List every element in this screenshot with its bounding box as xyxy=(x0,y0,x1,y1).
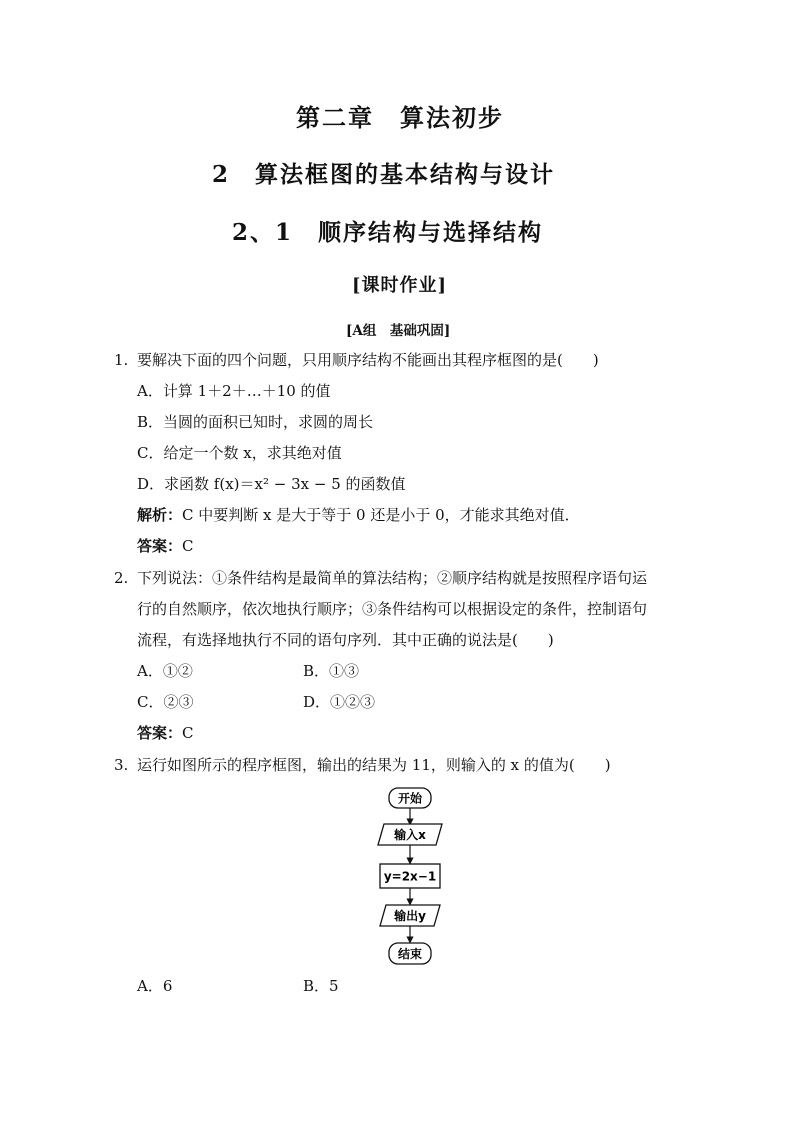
q3-stem: 运行如图所示的程序框图，输出的结果为 11，则输入的 x 的值为( ) xyxy=(137,756,611,774)
q2-stem-line-3: 流程，有选择地执行不同的语句序列．其中正确的说法是( ) xyxy=(137,631,554,649)
analysis-label: 解析： xyxy=(137,506,183,524)
q1-stem: 要解决下面的四个问题，只用顺序结构不能画出其程序框图的是( ) xyxy=(137,351,599,369)
q1-option-b: B．当圆的面积已知时，求圆的周长 xyxy=(137,413,374,431)
analysis-text: C 中要判断 x 是大于等于 0 还是小于 0，才能求其绝对值． xyxy=(182,506,580,524)
flowchart-process-text: y=2x−1 xyxy=(383,869,437,884)
q2-answer xyxy=(137,723,194,743)
q2-option-c: C．②③ xyxy=(137,693,194,711)
q2-option-a: A．①② xyxy=(137,662,193,680)
q2-stem-line-1: 下列说法：①条件结构是最简单的算法结构；②顺序结构就是按照程序语句运 xyxy=(137,569,648,587)
chapter-title: 第二章 算法初步 xyxy=(296,103,504,132)
answer-value: C xyxy=(182,537,194,555)
q1-option-a: A．计算 1＋2＋…＋10 的值 xyxy=(137,382,331,400)
section-title: 2 算法框图的基本结构与设计 xyxy=(212,161,556,188)
q2-stem-line-2: 行的自然顺序，依次地执行顺序；③条件结构可以根据设定的条件，控制语句 xyxy=(137,600,648,618)
q3-option-b: B．5 xyxy=(303,977,339,995)
q3-number: 3. xyxy=(114,756,129,774)
homework-label: [课时作业] xyxy=(352,275,448,296)
flowchart-output-text: 输出y xyxy=(394,909,426,923)
q1-number: 1. xyxy=(114,351,129,369)
answer-label: 答案： xyxy=(137,724,183,742)
q2-number: 2. xyxy=(114,569,129,587)
q2-option-b: B．①③ xyxy=(303,662,360,680)
q3-option-a: A．6 xyxy=(137,977,173,995)
q1-option-d: D．求函数 f(x)＝x² − 3x − 5 的函数值 xyxy=(137,475,406,493)
group-label: [A组 基础巩固] xyxy=(346,323,451,339)
answer-label: 答案： xyxy=(137,537,183,555)
q1-analysis xyxy=(137,505,580,525)
flowchart-start-text: 开始 xyxy=(397,791,423,806)
flowchart-end-text: 结束 xyxy=(397,947,423,961)
flowchart xyxy=(370,784,450,968)
answer-value: C xyxy=(182,724,194,742)
q1-option-c: C．给定一个数 x，求其绝对值 xyxy=(137,444,342,462)
q2-option-d: D．①②③ xyxy=(303,693,376,711)
flowchart-input-text: 输入x xyxy=(394,828,426,842)
subsection-title: 2、1 顺序结构与选择结构 xyxy=(232,219,544,246)
q1-answer xyxy=(137,536,194,556)
